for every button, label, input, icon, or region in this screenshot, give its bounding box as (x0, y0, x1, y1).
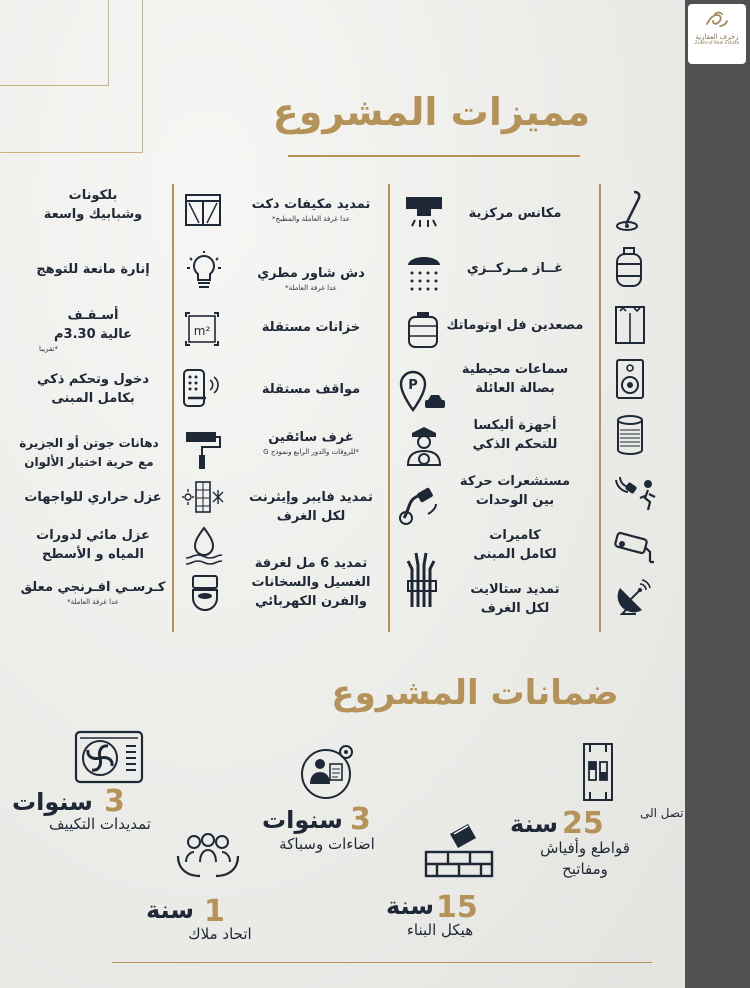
column-divider-2 (388, 184, 390, 632)
parking-location-icon (399, 370, 447, 414)
guarantee-owners-number: 1 (204, 894, 225, 929)
guarantee-breakers-label: قواطع وأفياش ومفاتيح (540, 839, 630, 878)
feature-parking (236, 380, 386, 399)
circuit-breaker-icon (580, 742, 616, 802)
side-bar (685, 0, 750, 988)
guarantee-structure-label: هيكل البناء (406, 921, 474, 939)
feature-label: كـرسـي افـرنجي معلق (20, 580, 166, 595)
light-bulb-icon (186, 250, 222, 290)
feature-label: دش شاور مطري (257, 266, 365, 281)
feature-label: أسـقـف عالية 3.30م (54, 308, 132, 342)
feature-driver-rooms (236, 428, 386, 457)
feature-note: عدا غرفة العاملة* (67, 598, 119, 606)
feature-central-gas (440, 259, 590, 278)
feature-label: إنارة مانعة للتوهج (36, 262, 150, 277)
guarantee-structure-number: 15 (436, 890, 478, 925)
feature-tanks (236, 318, 386, 337)
column-divider-1 (172, 184, 174, 632)
guarantee-owners-label: اتحاد ملاك (188, 925, 252, 943)
feature-rain-shower (236, 264, 386, 293)
svg-text:m²: m² (193, 324, 211, 338)
feature-label: دخول وتحكم ذكي بكامل المبنى (37, 372, 149, 406)
feature-thermal (18, 488, 168, 507)
paint-roller-icon (184, 428, 224, 470)
guarantee-structure-unit: سنة (386, 892, 434, 920)
feature-paints (8, 434, 170, 472)
guarantee-plumbing-label: اضاءات وسباكة (279, 835, 375, 853)
smart-speaker-icon (614, 414, 646, 456)
features-title: مميزات المشروع (272, 90, 590, 134)
feature-note: *للروفات والدور الرابع ونموذج G (263, 448, 359, 456)
feature-speakers (440, 360, 590, 398)
water-tank-small-icon (406, 310, 440, 350)
security-camera-icon (612, 530, 656, 564)
feature-label: تمديد مكيفات دكت (251, 197, 371, 212)
vacuum-icon (614, 190, 646, 232)
feature-label: مستشعرات حركة بين الوحدات (459, 474, 571, 508)
brand-name-en: Zukhruf Real Estate (694, 41, 740, 46)
frame-line-top (0, 85, 108, 86)
feature-note: عدا غرفة العاملة* (285, 284, 337, 292)
feature-label: غرف سائقين (268, 430, 354, 445)
gas-cylinder-icon (614, 246, 644, 288)
frame-line-left (108, 0, 109, 86)
feature-toilet (18, 578, 168, 607)
feature-label: دهانات جوتن أو الجزيرة مع حرية اختيار الألوان (19, 436, 159, 469)
brand-logo (688, 4, 746, 64)
guarantee-ac-label: تمديدات التكييف (49, 815, 151, 833)
feature-label: كاميرات لكامل المبنى (473, 528, 557, 562)
frame-line-top2 (0, 152, 142, 153)
speaker-icon (614, 358, 646, 400)
feature-label: تمديد 6 مل لغرفة الغسيل والسخانات والفرن الكهربائي (251, 556, 371, 609)
feature-water-insulation (18, 526, 168, 564)
toilet-icon (190, 574, 220, 614)
guarantee-breakers-prefix: تصل الى (640, 806, 684, 820)
fiber-cable-icon (398, 484, 440, 526)
feature-6mm-wiring (236, 554, 386, 611)
central-vacuum-pipe-icon (404, 193, 444, 229)
feature-label: سماعات محيطية بصالة العائلة (461, 362, 569, 396)
feature-anti-glare (18, 260, 168, 279)
elevator-icon (614, 305, 646, 345)
feature-label: عزل مائي لدورات المياه و الأسطح (36, 528, 150, 562)
feature-label: تمديد فايبر وإيثرنت لكل الغرف (249, 490, 373, 524)
area-icon (182, 311, 222, 347)
feature-ceilings (18, 306, 168, 354)
frame-line-left2 (142, 0, 143, 153)
guarantee-ac-unit: سنوات (12, 788, 93, 816)
guarantee-owners-unit: سنة (146, 896, 194, 924)
water-drop-icon (184, 526, 224, 566)
community-icon (174, 832, 242, 882)
feature-elevator (440, 316, 590, 335)
brand-mark-icon (704, 10, 730, 32)
feature-label: غــاز مــركــزي (466, 261, 564, 276)
satellite-dish-icon (614, 578, 652, 616)
guarantee-plumbing-number: 3 (350, 802, 371, 837)
guarantee-plumbing-unit: سنوات (262, 806, 343, 834)
feature-alexa (440, 416, 590, 454)
maintenance-icon (298, 742, 358, 802)
feature-note: عدا غرفة العاملة والمطبخ* (272, 215, 350, 223)
motion-sensor-icon (612, 474, 658, 510)
ac-unit-icon (74, 730, 144, 786)
feature-label: بلكونات وشبابيك واسعة (43, 188, 143, 222)
svg-text:P: P (408, 378, 418, 393)
guarantee-breakers-unit: سنة (510, 810, 558, 838)
guarantee-ac-number: 3 (104, 784, 125, 819)
feature-note: *تقريبا (38, 345, 58, 353)
feature-satellite (440, 580, 590, 618)
feature-label: أجهزة أليكسا للتحكم الذكي (472, 418, 558, 452)
features-title-underline (288, 155, 580, 157)
rain-shower-head-icon (404, 253, 444, 293)
feature-label: تمديد ستالايت لكل الغرف (470, 582, 560, 616)
brand-name-ar: زخرف العقارية (695, 33, 739, 41)
thermal-insulation-icon (182, 480, 224, 514)
feature-label: مصعدين فل اوتوماتك (446, 318, 584, 333)
guarantee-breakers-number: 25 (562, 806, 604, 841)
bricks-icon (424, 820, 494, 880)
feature-cameras (440, 526, 590, 564)
feature-label: مواقف مستقلة (261, 382, 361, 397)
feature-ducted-ac (236, 195, 386, 224)
smart-lock-icon (182, 368, 222, 408)
feature-central-vacuum (440, 204, 590, 223)
column-divider-3 (599, 184, 601, 632)
wires-icon (406, 545, 438, 609)
driver-icon (404, 425, 444, 467)
feature-label: عزل حراري للواجهات (24, 490, 162, 505)
feature-label: خزانات مستقلة (261, 320, 361, 335)
guarantees-title: ضمانات المشروع (331, 673, 619, 713)
feature-smart-entry (18, 370, 168, 408)
feature-balconies (18, 186, 168, 224)
feature-motion-sensors (440, 472, 590, 510)
feature-fiber (236, 488, 386, 526)
footer-rule (112, 962, 652, 963)
feature-label: مكانس مركزية (468, 206, 562, 221)
air-duct-icon (184, 193, 222, 227)
